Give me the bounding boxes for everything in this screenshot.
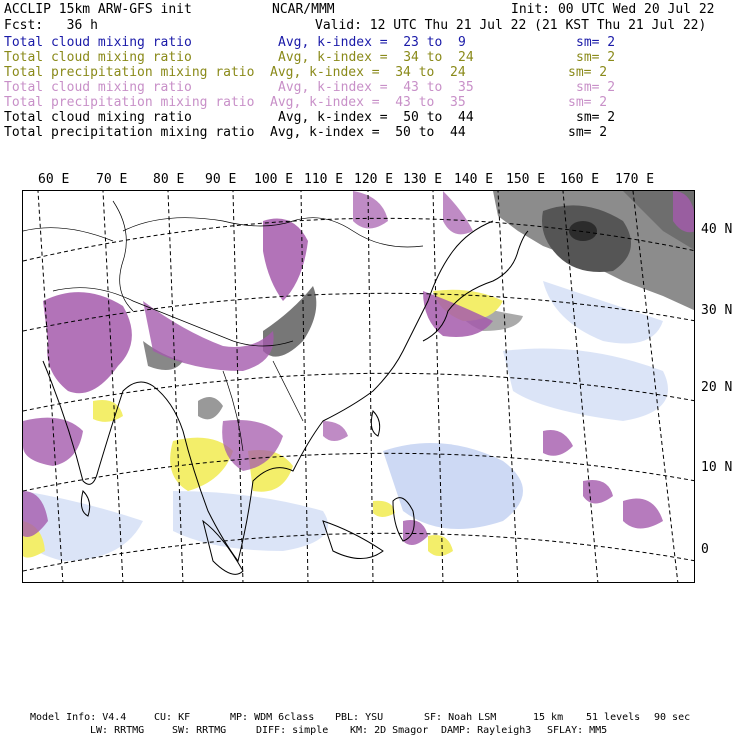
lon-label-140e: 140 E (454, 172, 494, 187)
footer-model-info: Model Info: V4.4 (30, 712, 127, 723)
lat-label-10n: 10 N (701, 460, 733, 475)
lon-label-130e: 130 E (403, 172, 443, 187)
map-svg (23, 191, 695, 583)
lat-label-30n: 30 N (701, 303, 733, 318)
lon-label-80e: 80 E (153, 172, 185, 187)
field-2-sm: sm= 2 (568, 65, 608, 80)
footer-resolution: 15 km (533, 712, 564, 723)
footer-damp: DAMP: Rayleigh3 (441, 725, 532, 736)
map-panel (22, 190, 695, 583)
field-2-avg: Avg, k-index = 34 to 24 (270, 65, 466, 80)
lon-label-170e: 170 E (615, 172, 655, 187)
lon-label-160e: 160 E (560, 172, 600, 187)
footer-timestep: 90 sec (654, 712, 691, 723)
field-3-avg: Avg, k-index = 43 to 35 (278, 80, 474, 95)
field-3-name: Total cloud mixing ratio (4, 80, 192, 95)
lon-label-150e: 150 E (506, 172, 546, 187)
forecast-hour: Fcst: 36 h (4, 18, 98, 33)
footer-sf: SF: Noah LSM (424, 712, 497, 723)
field-6-name: Total precipitation mixing ratio (4, 125, 255, 140)
field-1-name: Total cloud mixing ratio (4, 50, 192, 65)
lon-label-90e: 90 E (205, 172, 237, 187)
field-0-avg: Avg, k-index = 23 to 9 (278, 35, 466, 50)
footer-km: KM: 2D Smagor (350, 725, 429, 736)
field-6-sm: sm= 2 (568, 125, 608, 140)
lat-label-40n: 40 N (701, 222, 733, 237)
field-5-avg: Avg, k-index = 50 to 44 (278, 110, 474, 125)
field-1-sm: sm= 2 (576, 50, 616, 65)
footer-sw: SW: RRTMG (172, 725, 227, 736)
org-label: NCAR/MMM (272, 2, 335, 17)
footer-cu: CU: KF (154, 712, 191, 723)
lon-label-110e: 110 E (304, 172, 344, 187)
field-4-name: Total precipitation mixing ratio (4, 95, 255, 110)
field-6-avg: Avg, k-index = 50 to 44 (270, 125, 466, 140)
field-2-name: Total precipitation mixing ratio (4, 65, 255, 80)
field-4-sm: sm= 2 (568, 95, 608, 110)
lon-label-60e: 60 E (38, 172, 70, 187)
field-1-avg: Avg, k-index = 34 to 24 (278, 50, 474, 65)
lat-label-20n: 20 N (701, 380, 733, 395)
field-0-name: Total cloud mixing ratio (4, 35, 192, 50)
field-5-name: Total cloud mixing ratio (4, 110, 192, 125)
field-3-sm: sm= 2 (576, 80, 616, 95)
lon-label-120e: 120 E (354, 172, 394, 187)
footer-sflay: SFLAY: MM5 (547, 725, 608, 736)
lon-label-70e: 70 E (96, 172, 128, 187)
lat-label-0: 0 (701, 542, 709, 557)
valid-time: Valid: 12 UTC Thu 21 Jul 22 (21 KST Thu 21 Jul 22) (315, 18, 707, 33)
plot-title: ACCLIP 15km ARW-GFS init (4, 2, 192, 17)
footer-diff: DIFF: simple (256, 725, 329, 736)
init-time: Init: 00 UTC Wed 20 Jul 22 (511, 2, 715, 17)
footer-lw: LW: RRTMG (90, 725, 145, 736)
field-0-sm: sm= 2 (576, 35, 616, 50)
footer-mp: MP: WDM 6class (230, 712, 315, 723)
field-5-sm: sm= 2 (576, 110, 616, 125)
field-4-avg: Avg, k-index = 43 to 35 (270, 95, 466, 110)
footer-pbl: PBL: YSU (335, 712, 384, 723)
footer-levels: 51 levels (586, 712, 641, 723)
lon-label-100e: 100 E (254, 172, 294, 187)
